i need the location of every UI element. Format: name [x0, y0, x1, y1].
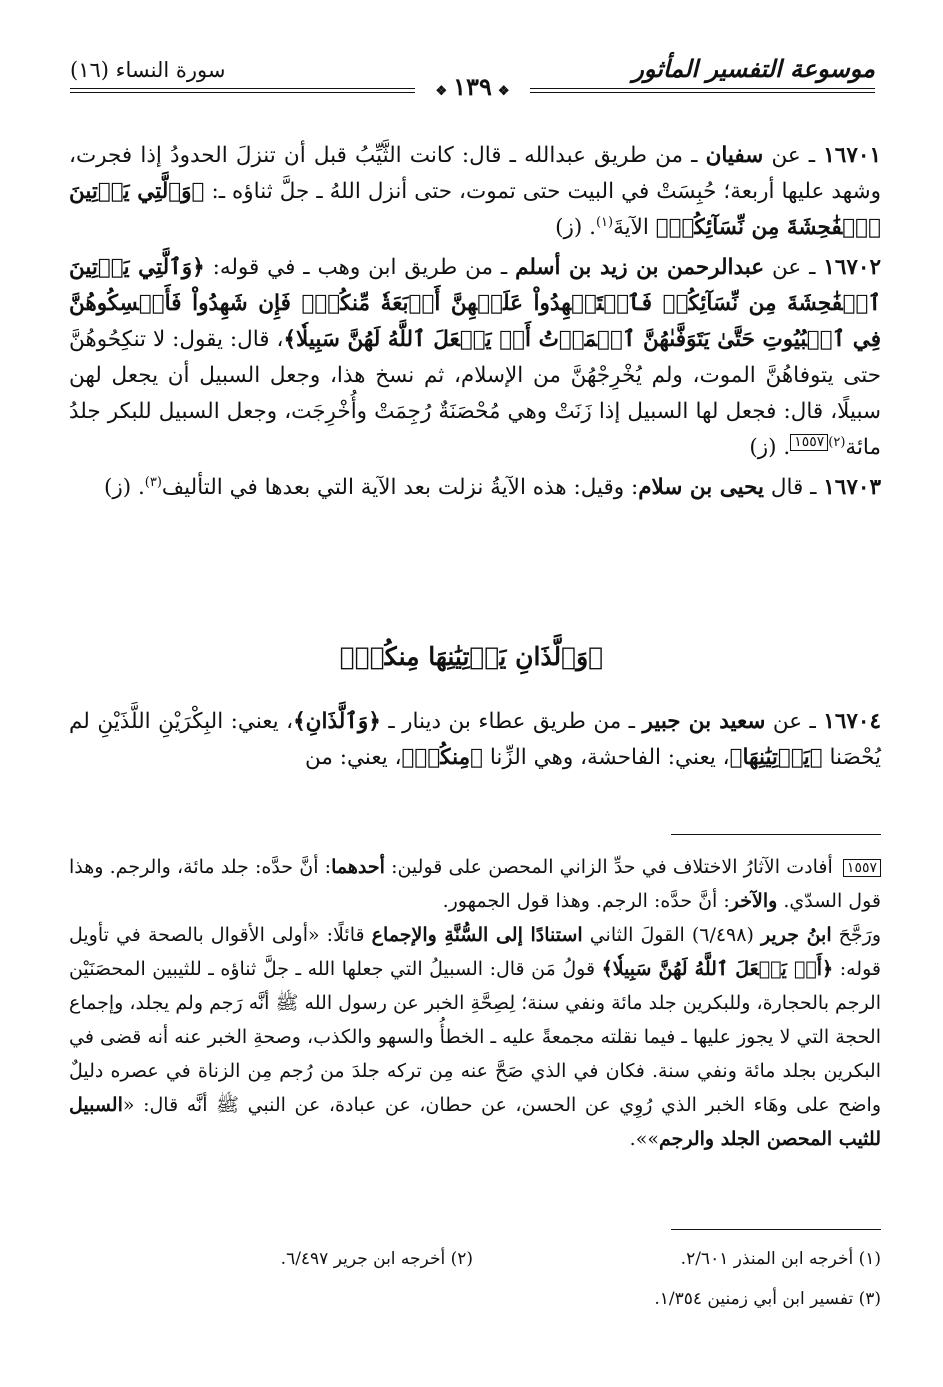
- entry-16703: [69, 470, 881, 506]
- entry-number: ١٦٧٠٢: [823, 255, 882, 280]
- quran-word: ﴿مِنكُمۡ﴾: [401, 745, 484, 770]
- narrator-name: سعيد بن جبير: [642, 709, 766, 734]
- note-text: (٦/٤٩٨) القولَ الثاني: [582, 924, 761, 946]
- entry-text: ـ عن: [764, 255, 824, 280]
- entry-16701: [69, 138, 881, 246]
- main-text-2: [69, 704, 881, 780]
- note-text: أفادت الآثارُ الاختلاف في حدِّ الزاني المحصن على قولين:: [384, 856, 839, 878]
- footnote-3: (٣) تفسير ابن أبي زمنين ١/٣٥٤.: [654, 1289, 881, 1309]
- entry-tail: . (ز): [555, 215, 596, 240]
- note-text: : أنَّ حدَّه: جلد مائة، والرجم. وهذا قول السدّي.: [69, 856, 881, 912]
- note-text: : أنَّ حدَّه: الرجم. وهذا قول الجمهور.: [442, 890, 730, 912]
- entry-number: ١٦٧٠٤: [823, 709, 882, 734]
- note-bold: استنادًا إلى السُّنَّةِ والإجماع: [371, 924, 583, 946]
- entry-text: الآيةَ: [613, 215, 656, 240]
- page-number: ١٣٩: [453, 72, 492, 101]
- narrator-name: يحيى بن سلام: [638, 475, 764, 500]
- entry-text: ـ قال: [763, 475, 824, 500]
- footnote-2: (٢) أخرجه ابن جرير ٦/٤٩٧.: [280, 1249, 473, 1269]
- entry-text: ، يعني: الفاحشة، وهي الزِّنا: [483, 745, 730, 770]
- quran-word: ﴿يَأۡتِيَٰنِهَا﴾: [729, 745, 823, 770]
- commentary-number-box: ١٥٥٧: [843, 859, 881, 877]
- page-number-block: [430, 72, 516, 101]
- commentary-ref-box[interactable]: ١٥٥٧: [790, 434, 828, 451]
- note-bold: السبيل للثيب المحصن الجلد والرجم: [69, 1094, 881, 1150]
- entry-text: ـ عن: [765, 709, 824, 734]
- entry-text: ـ من طريق عطاء بن دينار ـ: [380, 709, 643, 734]
- ornament-icon: ❖: [435, 84, 448, 99]
- narrator-name: سفيان: [705, 143, 764, 168]
- entry-text: ، يعني: من: [305, 745, 402, 770]
- running-header: [70, 52, 875, 101]
- main-text: [69, 138, 881, 510]
- ornament-icon: ❖: [497, 84, 510, 99]
- entry-number: ١٦٧٠٣: [823, 475, 881, 500]
- quran-verse: ﴿وَٱلَّتِي يَأۡتِينَ ٱلۡفَٰحِشَةَ مِن نِّسَآئِكُمۡ فَٱسۡتَشۡهِدُواْ عَلَيۡهِنَّ أَرۡبَعَةٗ مِّنكُمۡۖ فَإِن شَهِدُواْ فَأَمۡسِكُوهُنَّ فِي ٱلۡبُيُوتِ حَتَّىٰ يَتَوَفَّىٰهُنَّ ٱلۡمَوۡتُ أَوۡ يَجۡعَلَ ٱللَّهُ لَهُنَّ سَبِيلٗا﴾: [69, 255, 881, 352]
- entry-text: ، قال: يقول: لا تنكِحُوهُنَّ حتى يتوفاهُنَّ الموت، ولم يُخْرِجْهُنَّ من الإسلام، ثم نسخ هذا، وجعل السبيل أن يجعل لهن سبيلًا، قال: فجعل لها السبيل إذا زَنَتْ وهي مُحْصَنَةٌ رُجِمَتْ وأُخْرِجَت، وجعل السبيل للبكر جلدُ مائة: [69, 327, 881, 460]
- note-text: قولُ مَن قال: السبيلُ التي جعلها الله ـ جلَّ ثناؤه ـ للثيبين المحصَنَيْن الرجم بالحجارة، وللبكرين جلد مائة ونفي سنة؛ لِصِحَّةِ الخبر عن رسول الله ﷺ أنَّه رَجم ولم يجلد، وإجماع الحجة التي لا يجوز عليها ـ فيما نقلته مجمعةً عليه ـ الخطأُ والسهو والكذب، وصحةِ الخبر عنه أنه قضى في البكرين بجلد مائة ونفي سنة. فكان في الذي صَحَّ عنه مِن تركه جلدَ من رُجم مِن الزناة في عصره دليلٌ واضح على وهَاء الخبر الذي رُوِي عن الحسن، عن حطان، عن عبادة، عن النبي ﷺ أنَّه قال: «: [69, 958, 881, 1116]
- entry-text: ـ عن: [763, 143, 824, 168]
- entry-tail: . (ز): [749, 435, 791, 460]
- note-bold: أحدهما: [331, 856, 385, 878]
- entry-16704: [69, 704, 881, 776]
- header-rule-right: [530, 88, 875, 89]
- entry-text: ، يعني: البِكْرَيْنِ اللَّذَيْنِ لم يُحْصَنا: [69, 709, 881, 770]
- note-bold: ابنُ جرير: [760, 924, 832, 946]
- narrator-name: عبدالرحمن بن زيد بن أسلم: [515, 255, 765, 280]
- commentary-note: [69, 850, 881, 1156]
- book-title: موسوعة التفسير المأثور: [632, 54, 875, 83]
- note-text: ورَجَّحَ: [831, 924, 882, 946]
- quran-verse: ﴿وَٱلَّتِي يَأۡتِينَ ٱلۡفَٰحِشَةَ مِن نِّسَآئِكُمۡ﴾: [69, 179, 881, 240]
- quran-word: ﴿وَٱلَّذَانِ﴾: [293, 709, 381, 734]
- section-verse-title: ﴿وَٱلَّذَانِ يَأۡتِيَٰنِهَا مِنكُمۡ﴾: [339, 642, 604, 671]
- entry-text: ـ من طريق عبدالله ـ قال: كانت الثَّيِّبُ قبل أن تنزلَ الحدودُ إذا فجرت، وشهد عليها أربعة؛ حُبِسَتْ في البيت حتى تموت، حتى أنزل اللهُ ـ جلَّ ثناؤه ـ:: [69, 143, 881, 204]
- footnote-ref[interactable]: (٢): [828, 434, 846, 450]
- footnote-1: (١) أخرجه ابن المنذر ٢/٦٠١.: [680, 1249, 881, 1269]
- entry-text: : وقيل: هذه الآيةُ نزلت بعد الآية التي بعدها في التأليف: [161, 475, 639, 500]
- entry-text: ـ من طريق ابن وهب ـ في قوله:: [204, 255, 516, 280]
- note-bold: والآخر: [729, 890, 778, 912]
- footnote-ref[interactable]: (٣): [144, 474, 162, 490]
- entry-number: ١٦٧٠١: [823, 143, 881, 168]
- quran-verse: ﴿أَوۡ يَجۡعَلَ ٱللَّهُ لَهُنَّ سَبِيلٗا﴾: [601, 958, 834, 980]
- entry-16702: [69, 250, 881, 466]
- entry-tail: . (ز): [103, 475, 145, 500]
- footnote-separator: [671, 1229, 881, 1230]
- note-text: »».: [629, 1128, 659, 1150]
- note-text: قائلًا: «أولى الأقوال بالصحة في تأويل قوله:: [69, 924, 881, 980]
- commentary-separator: [671, 834, 881, 835]
- footnote-ref[interactable]: (١): [595, 214, 614, 230]
- header-rule-left: [70, 88, 415, 89]
- surah-label: سورة النساء (١٦): [70, 58, 226, 82]
